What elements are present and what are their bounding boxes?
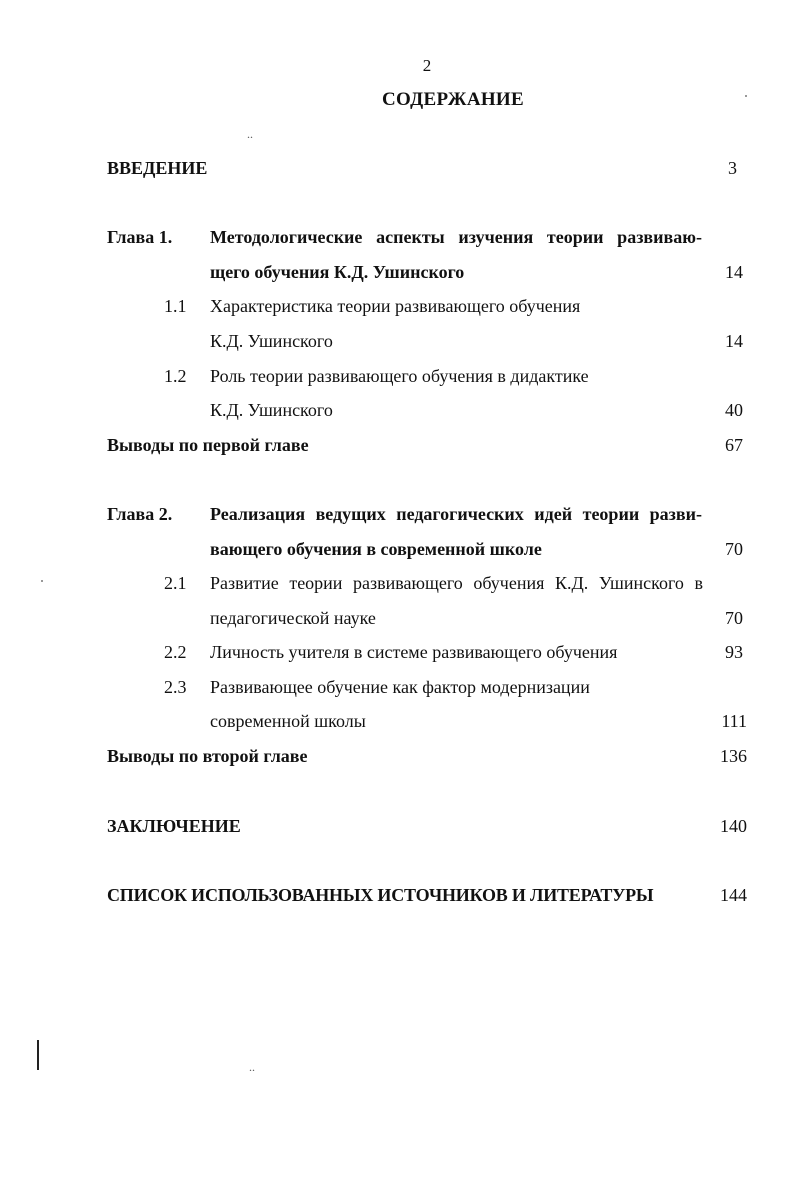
toc-chapter2-title-line2: вающего обучения в современной школе — [210, 539, 542, 559]
toc-intro-page: 3 — [728, 158, 737, 178]
toc-section-page: 14 — [725, 331, 743, 351]
toc-chapter2-conclusion-page: 136 — [720, 746, 747, 766]
toc-section-page: 93 — [725, 642, 743, 662]
toc-chapter1-page: 14 — [725, 262, 743, 282]
toc-chapter2-conclusion-label: Выводы по второй главе — [107, 746, 308, 766]
toc-chapter1-conclusion-page: 67 — [725, 435, 743, 455]
toc-sources-page: 144 — [720, 885, 747, 905]
toc-section-title-line2: современной школы — [210, 711, 366, 731]
toc-section-number: 2.1 — [164, 573, 187, 593]
toc-section-page: 111 — [721, 711, 747, 731]
toc-chapter1-conclusion-label: Выводы по первой главе — [107, 435, 309, 455]
toc-chapter1-title-line1: Методологические аспекты изучения теории развиваю- — [210, 227, 702, 247]
toc-section-title-line1: Роль теории развивающего обучения в дидактике — [210, 366, 589, 386]
toc-section-page: 40 — [725, 400, 743, 420]
toc-section-title-line1: Характеристика теории развивающего обучения — [210, 296, 581, 316]
page-number: 2 — [422, 56, 432, 75]
scan-speck — [41, 580, 43, 582]
scan-margin-bar — [37, 1040, 39, 1070]
toc-chapter2-label: Глава 2. — [107, 504, 173, 524]
scan-speck: .. — [247, 127, 253, 141]
toc-chapter1-label: Глава 1. — [107, 227, 173, 247]
toc-section-number: 2.2 — [164, 642, 187, 662]
toc-chapter2-title-line1: Реализация ведущих педагогических идей теории разви- — [210, 504, 702, 524]
scan-speck — [745, 95, 747, 97]
page-title: СОДЕРЖАНИЕ — [382, 89, 524, 110]
toc-sources-label: СПИСОК ИСПОЛЬЗОВАННЫХ ИСТОЧНИКОВ И ЛИТЕРАТУРЫ — [107, 885, 654, 905]
toc-section-number: 1.2 — [164, 366, 187, 386]
toc-section-number: 2.3 — [164, 677, 187, 697]
toc-section-page: 70 — [725, 608, 743, 628]
toc-section-title-line2: педагогической науке — [210, 608, 376, 628]
toc-chapter2-page: 70 — [725, 539, 743, 559]
toc-intro-label: ВВЕДЕНИЕ — [107, 158, 208, 178]
toc-section-title-line1: Развивающее обучение как фактор модернизации — [210, 677, 590, 697]
toc-final-page: 140 — [720, 816, 747, 836]
scan-speck: .. — [249, 1060, 255, 1074]
toc-section-title-line2: К.Д. Ушинского — [210, 400, 333, 420]
toc-final-label: ЗАКЛЮЧЕНИЕ — [107, 816, 241, 836]
toc-section-title-line1: Развитие теории развивающего обучения К.Д. Ушинского в — [210, 573, 703, 593]
toc-chapter1-title-line2: щего обучения К.Д. Ушинского — [210, 262, 465, 282]
toc-section-title-line2: К.Д. Ушинского — [210, 331, 333, 351]
toc-section-number: 1.1 — [164, 296, 187, 316]
toc-section-title-line1: Личность учителя в системе развивающего обучения — [210, 642, 618, 662]
